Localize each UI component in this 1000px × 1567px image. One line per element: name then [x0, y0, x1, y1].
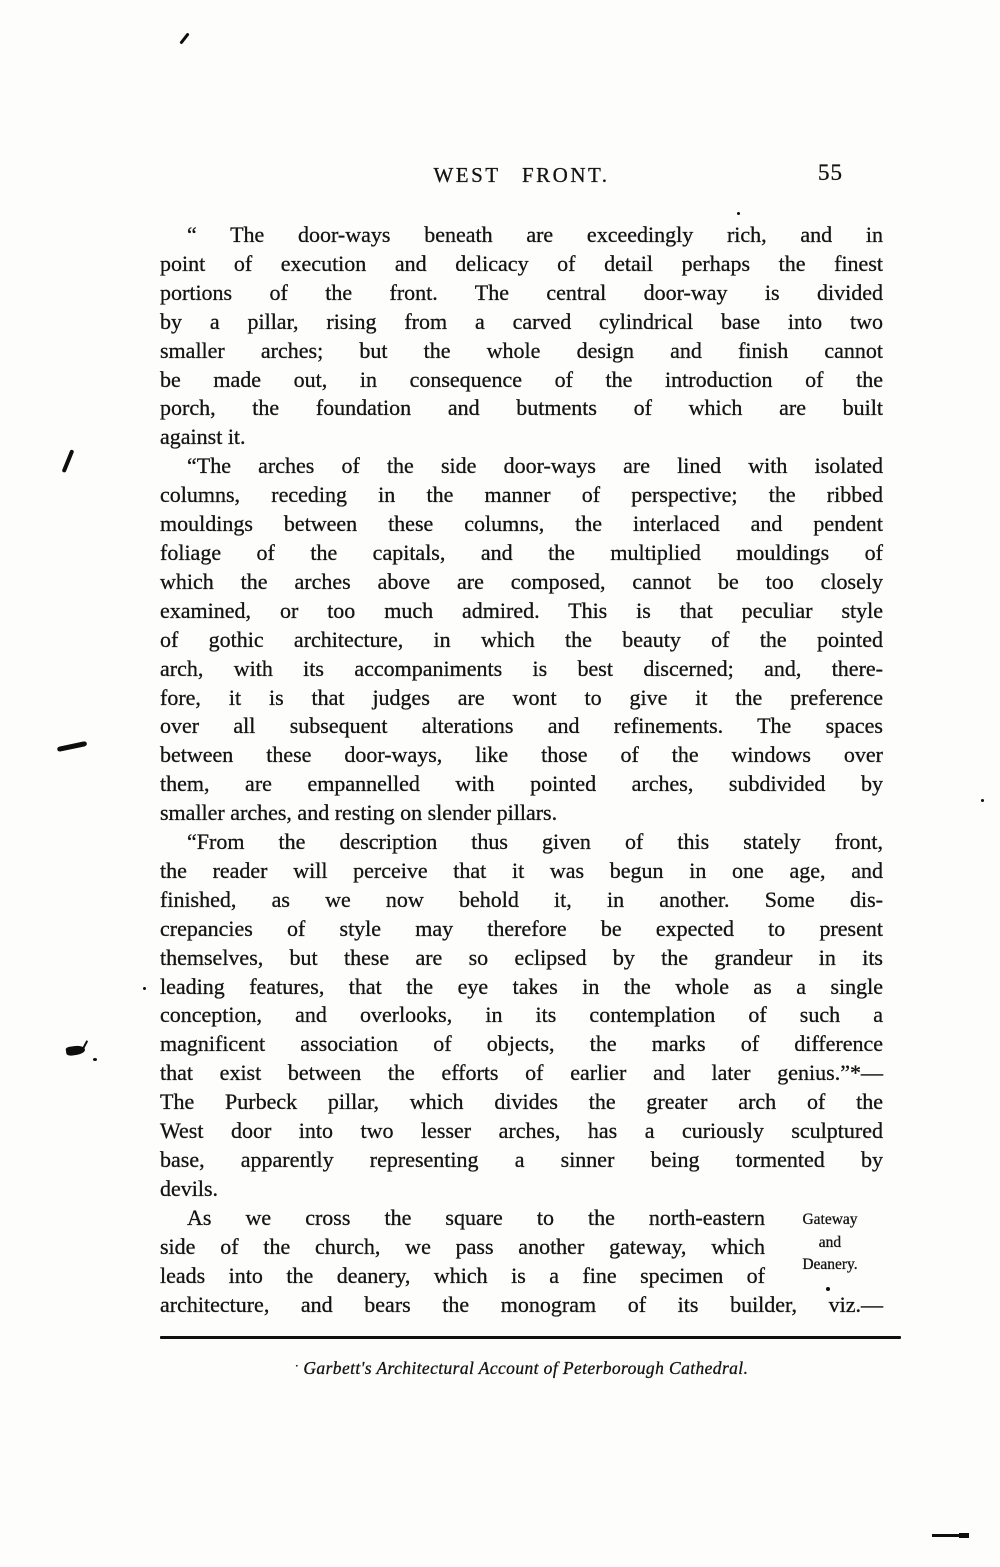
scan-speck — [826, 1287, 830, 1291]
text-line: smaller arches, and resting on slender pillars. — [160, 800, 558, 826]
pencil-dash-mark — [57, 741, 87, 752]
pen-slash-mark — [62, 449, 74, 473]
paragraph-side-doorways — [160, 452, 883, 828]
text-line: foliage of the capitals, and the multiplied mouldings of — [160, 539, 883, 565]
text-line: leading features, that the eye takes in the whole as a single — [160, 973, 883, 999]
text-line: base, apparently representing a sinner being tormented by — [160, 1147, 883, 1172]
text-line: against it. — [160, 424, 246, 450]
text-line: crepancies of style may therefore be expected to present — [160, 915, 883, 941]
text-line: “ The door-ways beneath are exceedingly rich, and in — [187, 222, 883, 247]
text-line: that exist between the efforts of earlier and later genius.”*— — [160, 1060, 883, 1086]
footnote-rule — [160, 1336, 901, 1339]
text-line: columns, receding in the manner of perspective; the ribbed — [160, 482, 883, 508]
page-number: 55 — [818, 160, 843, 185]
running-head-title: WEST FRONT. — [433, 163, 610, 187]
text-line: conception, and overlooks, in its contemplation of such a — [160, 1002, 883, 1028]
text-line: fore, it is that judges are wont to give it the preference — [160, 684, 883, 710]
margin-note-gateway-deanery — [783, 1209, 877, 1277]
footnote-text: Garbett's Architectural Account of Peterborough Cathedral. — [303, 1358, 749, 1378]
scan-speck — [737, 212, 740, 215]
text-line: point of execution and delicacy of detail perhaps the finest — [160, 250, 883, 276]
paragraph-gateway — [160, 1204, 883, 1320]
text-line: Deanery. — [802, 1256, 858, 1273]
text-line: “The arches of the side door-ways are lined with isolated — [187, 453, 883, 479]
text-line: The Purbeck pillar, which divides the greater arch of the — [160, 1089, 883, 1115]
text-line: finished, as we now behold it, in another. Some dis- — [160, 886, 883, 912]
text-line: which the arches above are composed, cannot be too closely — [160, 568, 883, 594]
text-line: portions of the front. The central door-way is divided — [160, 279, 883, 305]
footnote-marker: · — [294, 1358, 300, 1373]
text-line: over all subsequent alterations and refinements. The spaces — [160, 713, 883, 739]
text-line: the reader will perceive that it was begun in one age, and — [160, 857, 883, 883]
text-line: West door into two lesser arches, has a curiously sculptured — [160, 1118, 883, 1144]
body-text — [160, 221, 883, 1319]
scan-speck — [143, 987, 146, 990]
text-line: be made out, in consequence of the introduction of the — [160, 366, 883, 392]
text-line: and — [818, 1233, 842, 1251]
text-line: mouldings between these columns, the interlaced and pendent — [160, 511, 883, 537]
text-line: by a pillar, rising from a carved cylindrical base into two — [160, 308, 883, 334]
text-line: examined, or too much admired. This is that peculiar style — [160, 597, 883, 623]
text-line: between these door-ways, like those of the windows over — [160, 742, 883, 768]
text-line: arch, with its accompaniments is best discerned; and, there- — [160, 655, 883, 681]
text-line: smaller arches; but the whole design and finish cannot — [160, 337, 883, 363]
text-line: architecture, and bears the monogram of its builder, viz.— — [160, 1291, 883, 1317]
text-line: of gothic architecture, in which the beauty of the pointed — [160, 626, 883, 652]
text-line: porch, the foundation and butments of which are built — [160, 395, 883, 421]
text-line: themselves, but these are so eclipsed by the grandeur in its — [160, 944, 883, 970]
paragraph-description — [160, 828, 883, 1204]
text-line: devils. — [160, 1175, 219, 1201]
corner-line-cap — [959, 1533, 969, 1538]
text-line: side of the church, we pass another gateway, which — [160, 1233, 765, 1259]
ink-blob-dot — [93, 1058, 97, 1061]
text-line: leads into the deanery, which is a fine specimen of — [160, 1262, 765, 1288]
text-line: them, are empannelled with pointed arches, subdivided by — [160, 771, 883, 797]
text-line: As we cross the square to the north-eastern — [187, 1204, 765, 1230]
scan-speck — [981, 799, 984, 802]
paragraph-doorways — [160, 221, 883, 452]
pen-tick-mark — [179, 32, 189, 44]
text-line: “From the description thus given of this stately front, — [187, 829, 883, 855]
text-line: Gateway — [802, 1211, 858, 1228]
text-line: magnificent association of objects, the marks of difference — [160, 1031, 883, 1057]
ink-blob-tail — [82, 1040, 88, 1050]
footnote — [160, 1358, 883, 1379]
